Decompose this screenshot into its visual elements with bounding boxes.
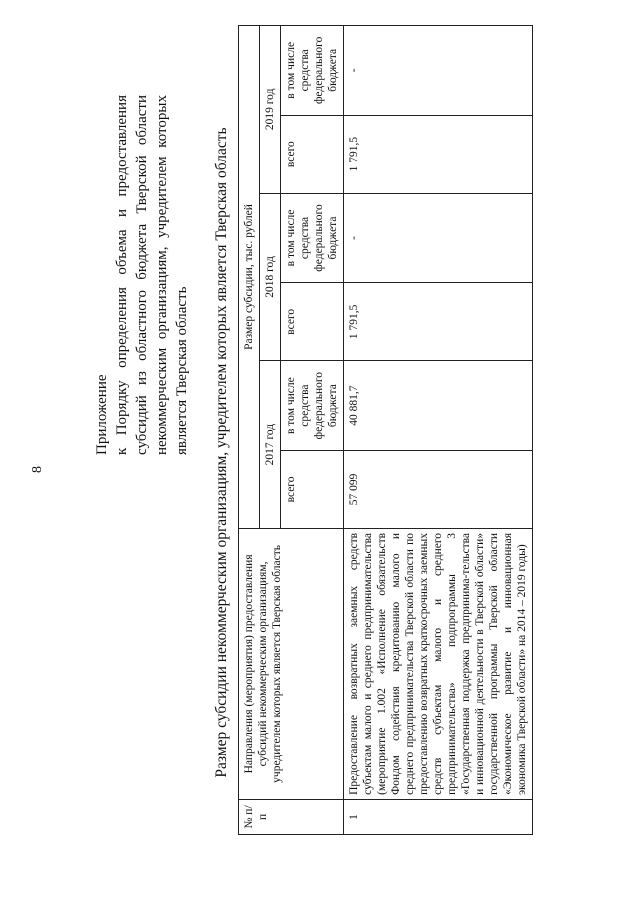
header-year-2018: 2018 год (260, 193, 281, 361)
header-num: № п/п (239, 799, 344, 834)
row-num: 1 (344, 799, 533, 834)
row-2018-federal: - (344, 193, 533, 283)
header-size: Размер субсидии, тыс. рублей (239, 26, 260, 529)
row-2017-federal: 40 881,7 (344, 361, 533, 451)
appendix-title: Приложение (94, 374, 110, 455)
header-year-2017: 2017 год (260, 361, 281, 529)
header-federal: в том числе средства федерального бюджета (281, 26, 344, 116)
row-2018-total: 1 791,5 (344, 283, 533, 361)
table-row (344, 26, 533, 835)
page-number: 8 (30, 466, 45, 473)
header-total: всего (281, 283, 344, 361)
appendix-header (92, 95, 192, 455)
header-total: всего (281, 115, 344, 193)
header-federal: в том числе средства федерального бюджета (281, 193, 344, 283)
appendix-line: к Порядку определения объема и предоставления (114, 95, 130, 455)
header-year-2019: 2019 год (260, 26, 281, 194)
row-2019-total: 1 791,5 (344, 115, 533, 193)
header-total: всего (281, 450, 344, 528)
header-direction: Направления (мероприятия) предоставления субсидий некоммерческим организациям, учредителем которых является Тверская область (239, 528, 344, 799)
row-direction: Предоставление возвратных заемных средств субъектам малого и среднего предпринимательства (мероприятие 1.002 «Исполнение обязательств Фондом содействия кредитованию малого и среднего предпринимательства Тверской области по предоставлению возвратных краткосрочных заемных средств субъектам малого и среднего предпринимательства» подпрограммы 3 «Государственная поддержка предпринима-тельства и инновационной деятельности в Тверской области» государственной программы Тверской области «Экономическое развитие и инновационная экономика Тверской области» на 2014 – 2019 годы) (344, 528, 533, 799)
header-federal: в том числе средства федерального бюджета (281, 361, 344, 451)
document-title: Размер субсидии некоммерческим организациям, учредителем которых является Тверская область (213, 127, 230, 778)
row-2019-federal: - (344, 26, 533, 116)
appendix-line: некоммерческим организациям, учредителем которых (154, 95, 170, 455)
row-2017-total: 57 099 (344, 450, 533, 528)
appendix-line: субсидий из областного бюджета Тверской области (134, 95, 150, 455)
subsidy-table (238, 25, 533, 835)
appendix-line: является Тверская область (174, 286, 190, 455)
